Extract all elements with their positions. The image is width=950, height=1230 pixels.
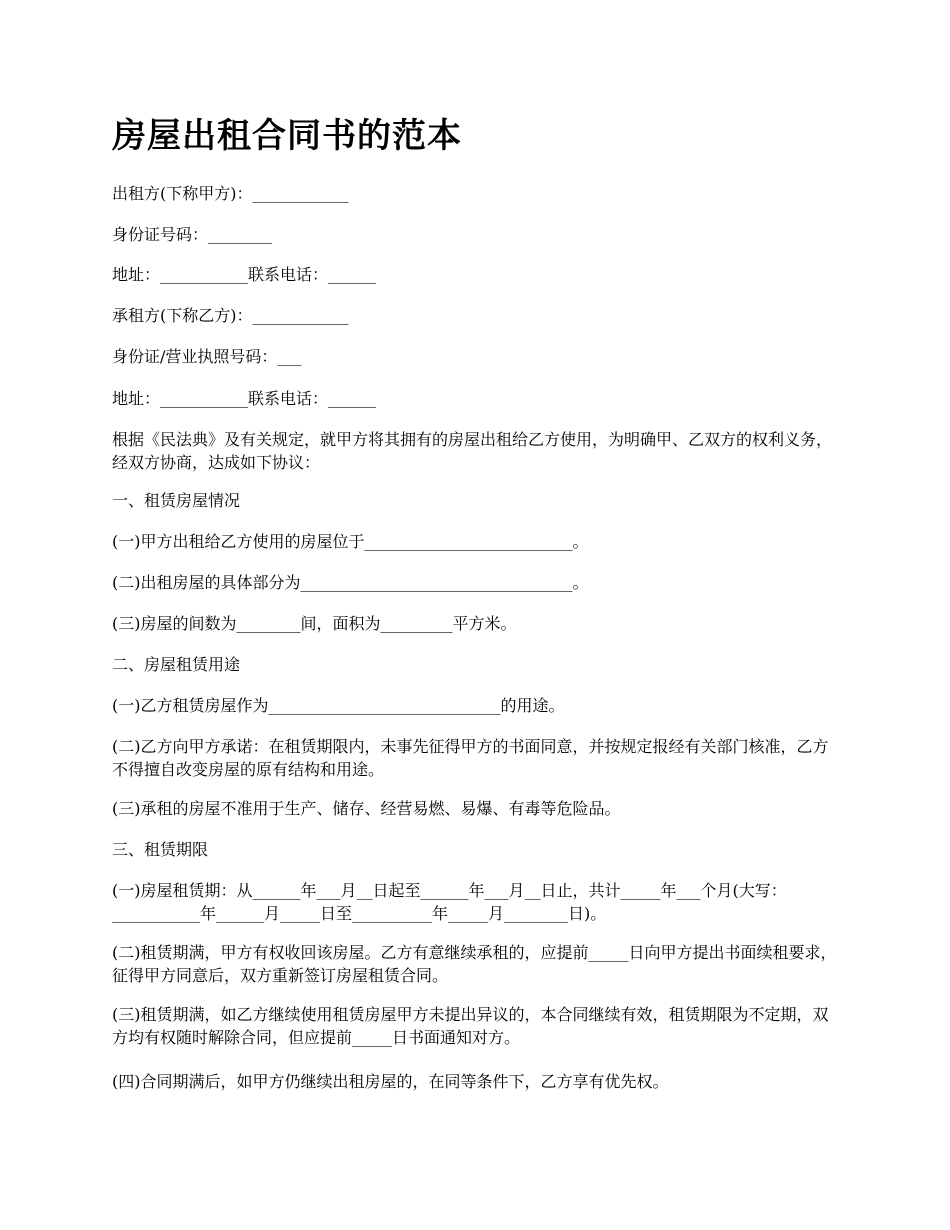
clause-1-3: (三)房屋的间数为________间，面积为_________平方米。	[112, 614, 517, 633]
clause-1-1: (一)甲方出租给乙方使用的房屋位于__________________________。	[112, 532, 589, 551]
clause-3-3: (三)租赁期满，如乙方继续使用租赁房屋甲方未提出异议的，本合同继续有效，租赁期限为不定期，双方均有权随时解除合同，但应提前_____日书面通知对方。	[112, 1005, 829, 1047]
lessee-id-line: 身份证/营业执照号码：___	[112, 347, 302, 366]
clause-3-4: (四)合同期满后，如甲方仍继续出租房屋的，在同等条件下，乙方享有优先权。	[112, 1072, 669, 1091]
preamble-paragraph: 根据《民法典》及有关规定，就甲方将其拥有的房屋出租给乙方使用，为明确甲、乙双方的权利义务，经双方协商，达成如下协议：	[112, 430, 833, 472]
clause-2-3: (三)承租的房屋不准用于生产、储存、经营易燃、易爆、有毒等危险品。	[112, 799, 621, 818]
clause-3-2: (二)租赁期满，甲方有权收回该房屋。乙方有意继续承租的，应提前_____日向甲方提出书面续租要求，征得甲方同意后，双方重新签订房屋租赁合同。	[112, 943, 837, 985]
lessee-name-line: 承租方(下称乙方)：____________	[112, 306, 349, 325]
document-title: 房屋出租合同书的范本	[112, 116, 462, 156]
lessee-address-line: 地址：___________联系电话：______	[112, 389, 377, 408]
clause-3-1: (一)房屋租赁期：从______年___月__日起至______年___月__日止，共计_____年___个月(大写：___________年______月_____日至__________年_____月________日)。	[112, 881, 787, 923]
lessor-id-line: 身份证号码：________	[112, 225, 273, 244]
section-heading-3: 三、租赁期限	[112, 840, 209, 859]
lessor-address-line: 地址：___________联系电话：______	[112, 265, 377, 284]
section-heading-1: 一、租赁房屋情况	[112, 491, 241, 510]
lessor-name-line: 出租方(下称甲方)：____________	[112, 184, 349, 203]
clause-1-2: (二)出租房屋的具体部分为__________________________________。	[112, 573, 589, 592]
section-heading-2: 二、房屋租赁用途	[112, 655, 241, 674]
clause-2-2: (二)乙方向甲方承诺：在租赁期限内，未事先征得甲方的书面同意，并按规定报经有关部门核准，乙方不得擅自改变房屋的原有结构和用途。	[112, 737, 829, 779]
clause-2-1: (一)乙方租赁房屋作为_____________________________的用途。	[112, 696, 565, 715]
